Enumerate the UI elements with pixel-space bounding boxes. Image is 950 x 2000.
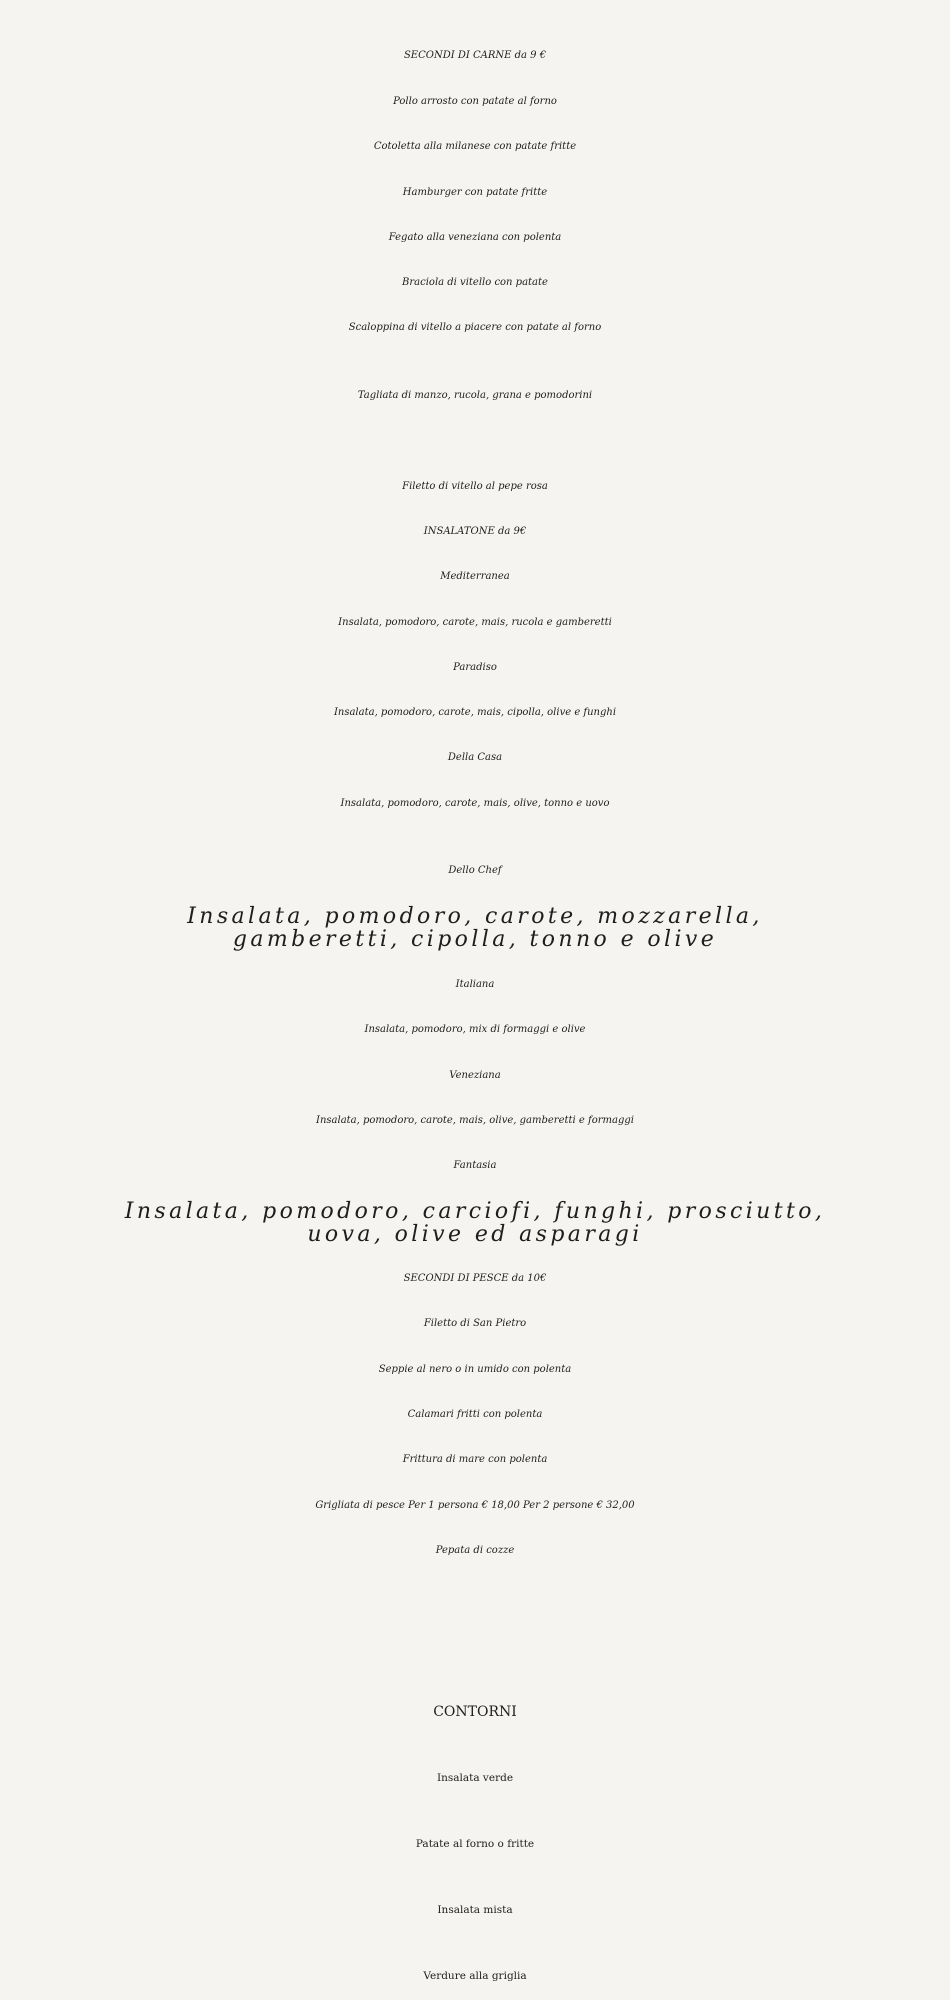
menu-item: Fegato alla veneziana con polenta [388, 232, 562, 243]
salad-name: Fantasia [453, 1160, 497, 1171]
salad-description: Insalata, pomodoro, carote, mais, olive, gamberetti e formaggi [316, 1115, 634, 1126]
section-title-secondi-carne: SECONDI DI CARNE da 9 € [403, 50, 547, 61]
side-dish-item: Verdure alla griglia [423, 1970, 527, 1982]
salad-name: Veneziana [449, 1070, 501, 1081]
salad-description: Insalata, pomodoro, carote, mais, rucola e gamberetti [338, 617, 612, 628]
menu-item: Filetto di San Pietro [423, 1318, 527, 1329]
salad-name: Mediterranea [440, 571, 510, 582]
menu-item: Hamburger con patate fritte [402, 187, 548, 198]
salad-description: Insalata, pomodoro, carciofi, funghi, prosciutto, uova, olive ed asparagi [124, 1199, 826, 1247]
side-dish-item: Insalata mista [437, 1904, 513, 1916]
menu-item: Filetto di vitello al pepe rosa [402, 481, 548, 492]
menu-item: Pollo arrosto con patate al forno [393, 96, 557, 107]
salad-description: Insalata, pomodoro, carote, mozzarella, gamberetti, cipolla, tonno e olive [187, 904, 763, 952]
menu-item: Pepata di cozze [435, 1545, 515, 1556]
salad-description: Insalata, pomodoro, carote, mais, olive, tonno e uovo [340, 798, 610, 809]
salad-name: Della Casa [447, 752, 503, 763]
side-dish-item: Insalata verde [436, 1772, 514, 1784]
menu-item: Cotoletta alla milanese con patate fritte [373, 141, 577, 152]
salad-description: Insalata, pomodoro, carote, mais, cipolla, olive e funghi [333, 707, 617, 718]
salad-name: Dello Chef [448, 865, 502, 876]
section-title-contorni: CONTORNI [433, 1704, 517, 1720]
menu-item: Seppie al nero o in umido con polenta [378, 1364, 572, 1375]
menu-item: Frittura di mare con polenta [402, 1454, 548, 1465]
section-title-insalatone: INSALATONE da 9€ [423, 526, 527, 537]
salad-description: Insalata, pomodoro, mix di formaggi e olive [364, 1024, 586, 1035]
menu-item: Braciola di vitello con patate [402, 277, 548, 288]
menu-item: Calamari fritti con polenta [407, 1409, 543, 1420]
menu-item: Grigliata di pesce Per 1 persona € 18,00 Per 2 persone € 32,00 [315, 1500, 635, 1511]
menu-item: Tagliata di manzo, rucola, grana e pomodorini [357, 390, 593, 401]
salad-name: Paradiso [453, 662, 497, 673]
side-dish-item: Patate al forno o fritte [415, 1838, 535, 1850]
salad-name: Italiana [455, 979, 495, 990]
menu-item: Scaloppina di vitello a piacere con patate al forno [348, 322, 602, 333]
section-title-secondi-pesce: SECONDI DI PESCE da 10€ [403, 1273, 547, 1284]
